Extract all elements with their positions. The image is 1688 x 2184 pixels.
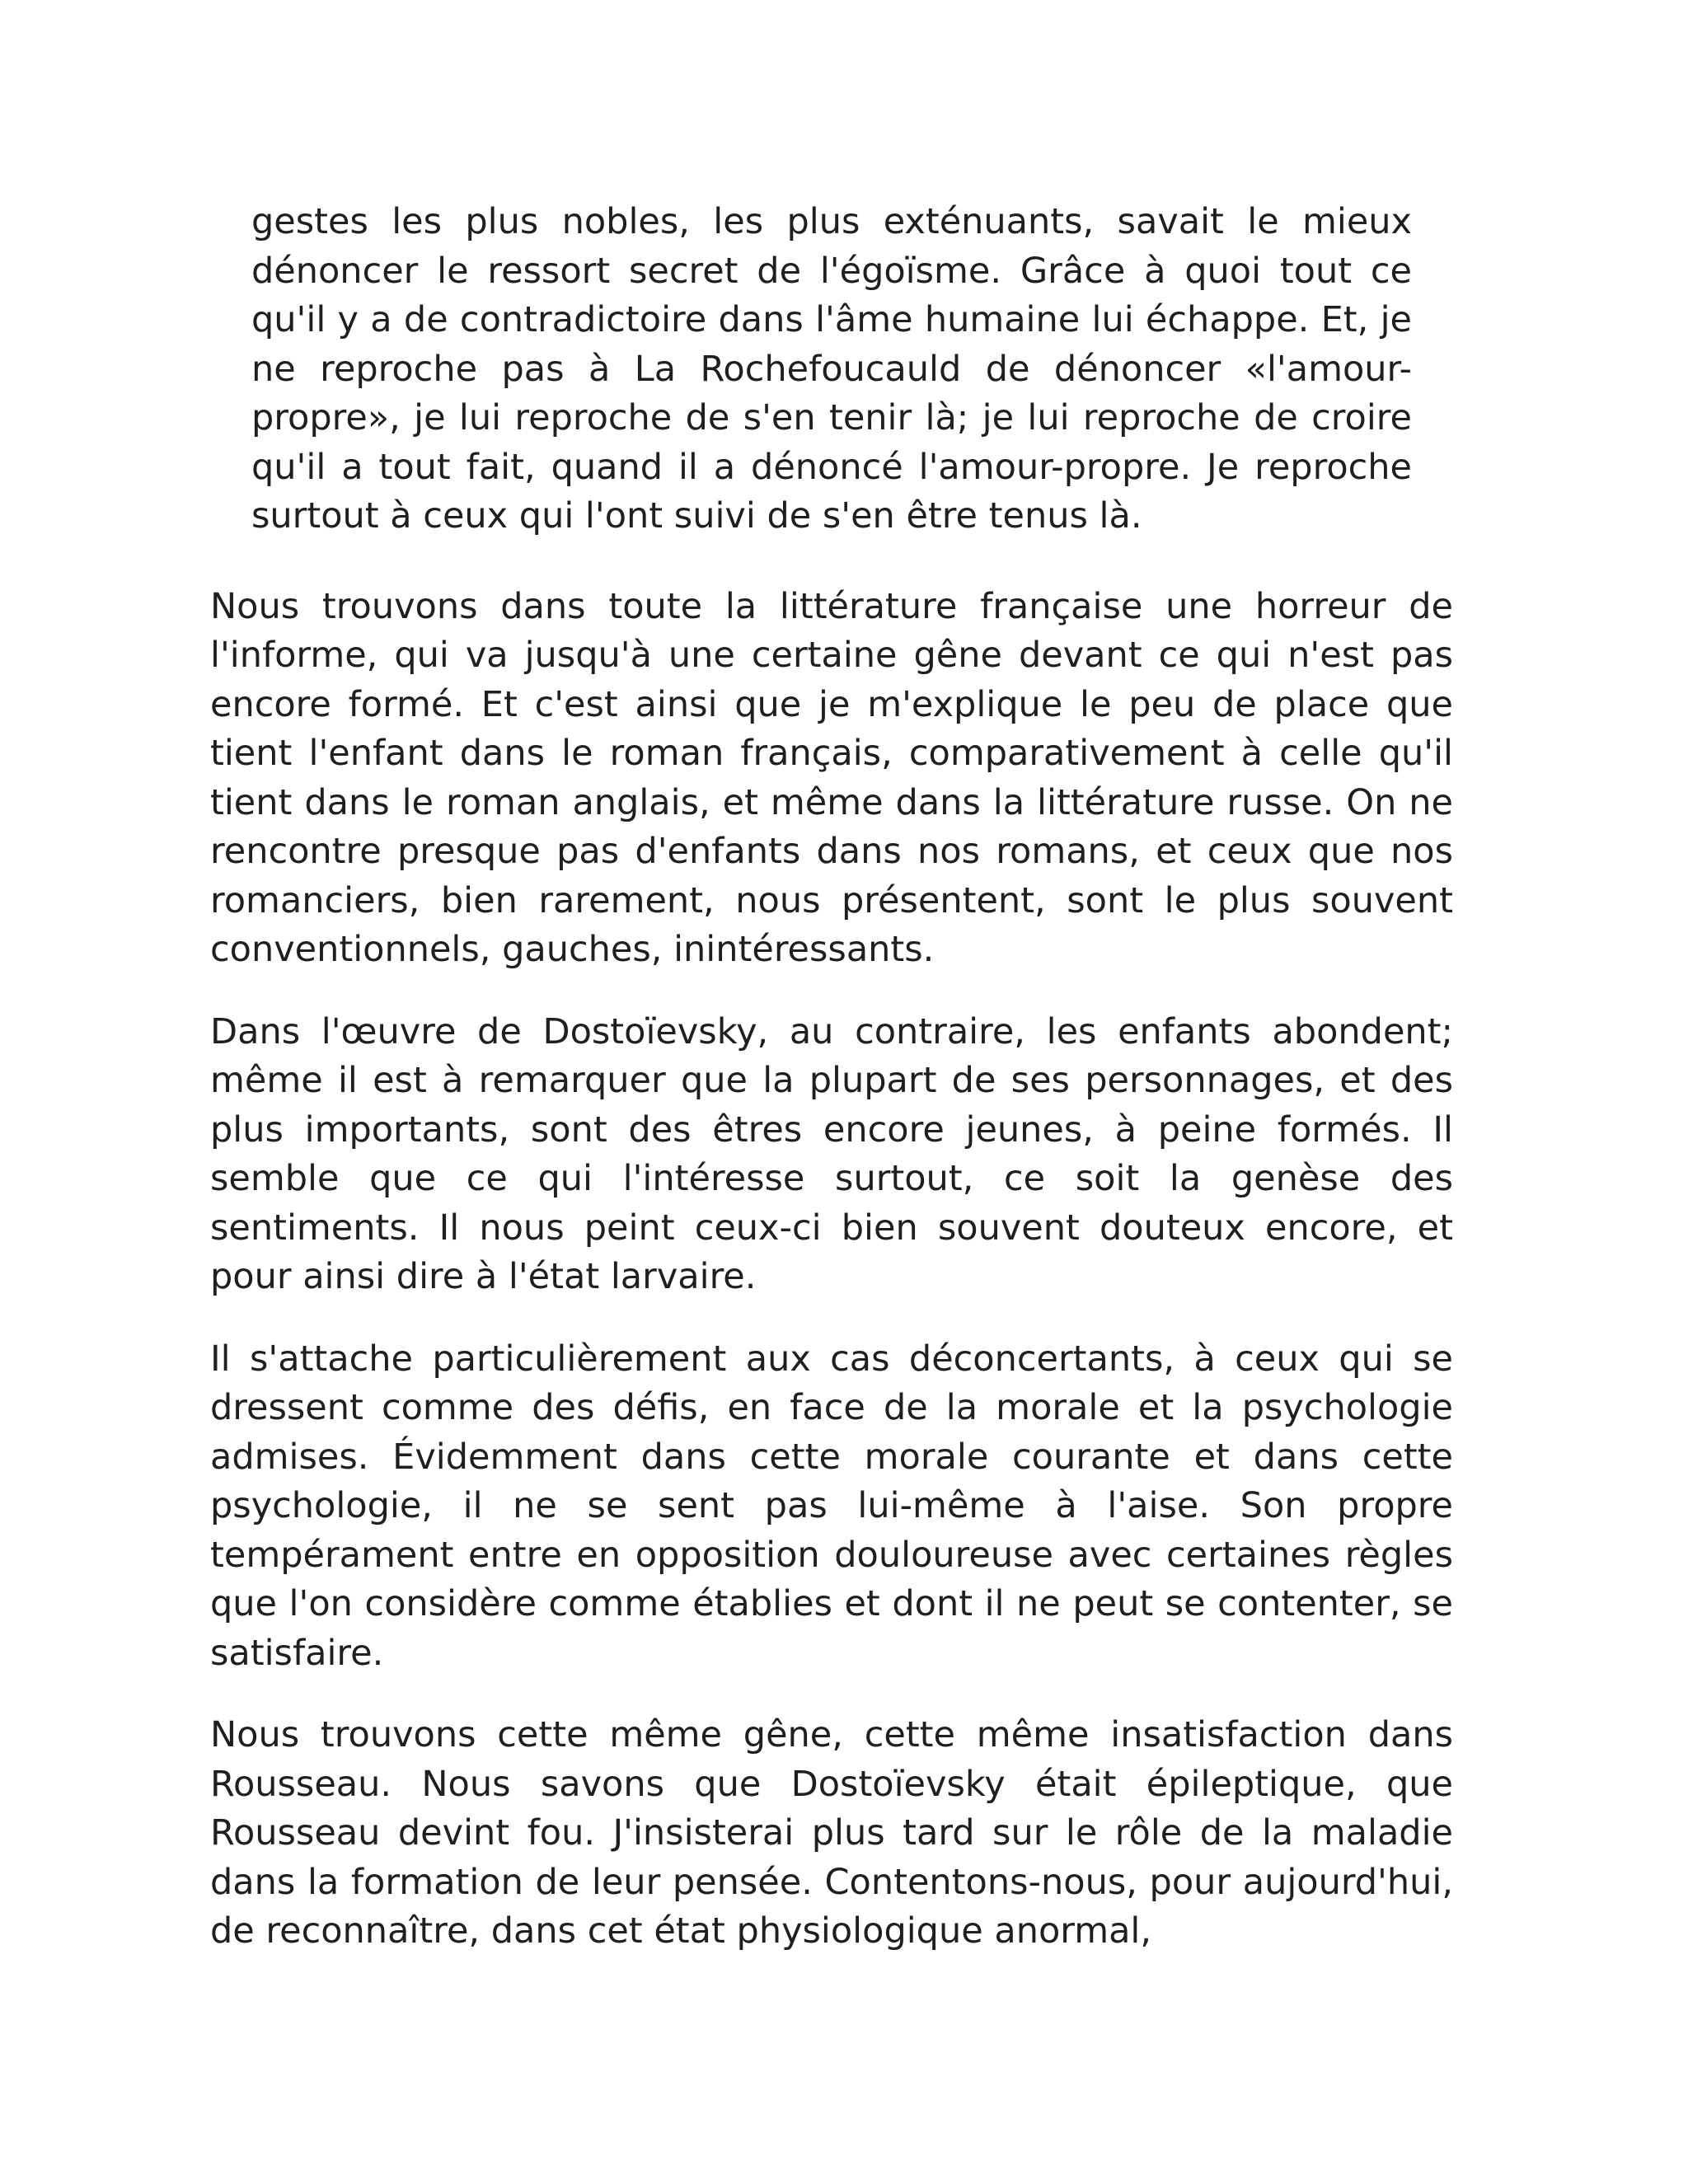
body-text bbox=[210, 583, 1453, 1957]
paragraph-2: Dans l'œuvre de Dostoïevsky, au contraire, les enfants abondent; même il est à remarquer que la plupart de ses personnages, et des plus importants, sont des êtres encore jeunes, à peine formés. Il semble que ce qui l'intéresse surtout, ce soit la genèse des sentiments. Il nous peint ceux-ci bien souvent douteux encore, et pour ainsi dire à l'état larvaire. bbox=[210, 1010, 1453, 1297]
paragraph-4: Nous trouvons cette même gêne, cette même insatisfaction dans Rousseau. Nous savons que Dostoïevsky était épileptique, que Rousseau devint fou. J'insisterai plus tard sur le rôle de la maladie dans la formation de leur pensée. Contentons-nous, pour aujourd'hui, de reconnaître, dans cet état physiologique anormal, bbox=[210, 1714, 1453, 1952]
paragraph-3: Il s'attache particulièrement aux cas déconcertants, à ceux qui se dressent comme des défis, en face de la morale et la psychologie admises. Évidemment dans cette morale courante et dans cette psychologie, il ne se sent pas lui-même à l'aise. Son propre tempérament entre en opposition douloureuse avec certaines règles que l'on considère comme établies et dont il ne peut se contenter, se satisfaire. bbox=[210, 1338, 1453, 1674]
indented-quote-paragraph: gestes les plus nobles, les plus exténuants, savait le mieux dénoncer le ressort secret de l'égoïsme. Grâce à quoi tout ce qu'il y a de contradictoire dans l'âme humaine lui échappe. Et, je ne reproche pas à La Rochefoucauld de dénoncer «l'amour-propre», je lui reproche de s'en tenir là; je lui reproche de croire qu'il a tout fait, quand il a dénoncé l'amour-propre. Je reproche surtout à ceux qui l'ont suivi de s'en être tenus là. bbox=[251, 201, 1412, 537]
paragraph-1: Nous trouvons dans toute la littérature française une horreur de l'informe, qui va jusqu'à une certaine gêne devant ce qui n'est pas encore formé. Et c'est ainsi que je m'explique le peu de place que tient l'enfant dans le roman français, comparativement à celle qu'il tient dans le roman anglais, et même dans la littérature russe. On ne rencontre presque pas d'enfants dans nos romans, et ceux que nos romanciers, bien rarement, nous présentent, sont le plus souvent conventionnels, gauches, inintéressants. bbox=[210, 585, 1453, 970]
